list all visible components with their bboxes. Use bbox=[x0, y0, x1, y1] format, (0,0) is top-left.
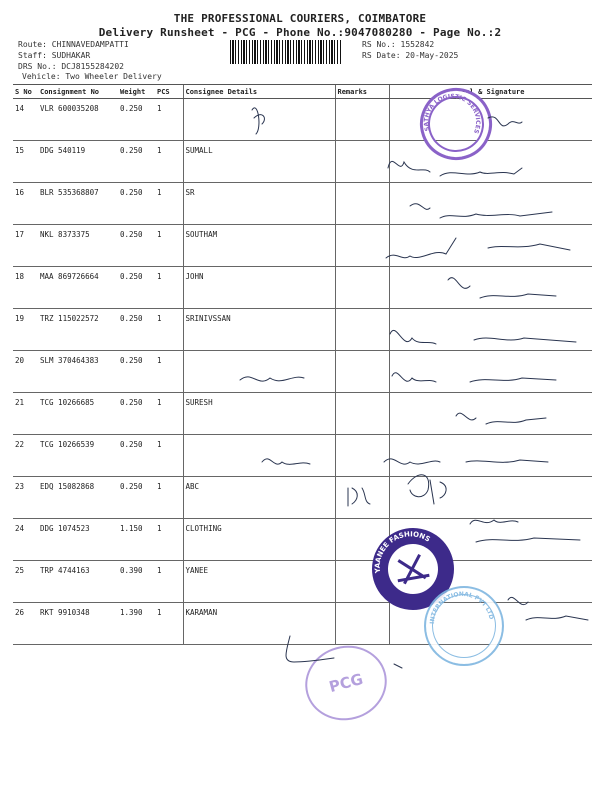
cell-pcs: 1 bbox=[155, 183, 183, 225]
cell-consignment: SLM 370464383 bbox=[38, 351, 118, 393]
cell-consignment: VLR 600035208 bbox=[38, 99, 118, 141]
vehicle-label: Vehicle: Two Wheeler Delivery bbox=[22, 72, 162, 81]
svg-text:INTERNATIONAL PVT LTD: INTERNATIONAL PVT LTD bbox=[428, 590, 495, 625]
pcg-stamp: PCG bbox=[297, 637, 395, 730]
cell-weight: 1.150 bbox=[118, 519, 155, 561]
cell-sno: 17 bbox=[13, 225, 38, 267]
cell-weight: 0.250 bbox=[118, 435, 155, 477]
col-consignment: Consignment No bbox=[38, 85, 118, 99]
cell-pcs: 1 bbox=[155, 351, 183, 393]
col-remarks: Remarks bbox=[335, 85, 389, 99]
cell-consignment: TRZ 115022572 bbox=[38, 309, 118, 351]
cell-pcs: 1 bbox=[155, 477, 183, 519]
col-sno: S No bbox=[13, 85, 38, 99]
cell-sno: 15 bbox=[13, 141, 38, 183]
cell-consignee: SURESH bbox=[183, 393, 335, 435]
cell-consignee: SR bbox=[183, 183, 335, 225]
cell-consignee: SUMALL bbox=[183, 141, 335, 183]
cell-consignee: CLOTHING bbox=[183, 519, 335, 561]
cell-pcs: 1 bbox=[155, 225, 183, 267]
cell-weight: 0.250 bbox=[118, 225, 155, 267]
cell-pcs: 1 bbox=[155, 435, 183, 477]
cell-weight: 0.250 bbox=[118, 141, 155, 183]
cell-pcs: 1 bbox=[155, 561, 183, 603]
col-consignee: Consignee Details bbox=[183, 85, 335, 99]
cell-weight: 0.250 bbox=[118, 99, 155, 141]
cell-pcs: 1 bbox=[155, 99, 183, 141]
cell-sno: 24 bbox=[13, 519, 38, 561]
rs-number: RS No.: 1552842 bbox=[362, 40, 435, 49]
drs-number: DRS No.: DCJ8155284202 bbox=[18, 62, 124, 71]
staff-label: Staff: SUDHAKAR bbox=[18, 51, 91, 60]
company-title: THE PROFESSIONAL COURIERS, COIMBATORE bbox=[173, 12, 427, 25]
cell-pcs: 1 bbox=[155, 141, 183, 183]
cell-sno: 23 bbox=[13, 477, 38, 519]
cell-sno: 18 bbox=[13, 267, 38, 309]
cell-sno: 14 bbox=[13, 99, 38, 141]
cell-consignee: SRINIVSSAN bbox=[183, 309, 335, 351]
cell-sno: 22 bbox=[13, 435, 38, 477]
cell-consignee: JOHN bbox=[183, 267, 335, 309]
cell-sno: 21 bbox=[13, 393, 38, 435]
cell-consignment: EDQ 15082868 bbox=[38, 477, 118, 519]
cell-weight: 0.250 bbox=[118, 393, 155, 435]
cell-weight: 0.390 bbox=[118, 561, 155, 603]
cell-sno: 20 bbox=[13, 351, 38, 393]
cell-consignment: MAA 869726664 bbox=[38, 267, 118, 309]
cell-consignee: SOUTHAM bbox=[183, 225, 335, 267]
cell-pcs: 1 bbox=[155, 519, 183, 561]
runsheet-subtitle: Delivery Runsheet - PCG - Phone No.:9047080280 - Page No.:2 bbox=[98, 26, 502, 39]
cell-consignee: KARAMAN bbox=[183, 603, 335, 645]
cell-weight: 0.250 bbox=[118, 183, 155, 225]
svg-text:YAANEE FASHIONS: YAANEE FASHIONS bbox=[373, 530, 432, 574]
col-seal: Seal & Signature bbox=[389, 85, 592, 99]
cell-sno: 26 bbox=[13, 603, 38, 645]
cell-weight: 0.250 bbox=[118, 477, 155, 519]
cell-consignment: TCG 10266685 bbox=[38, 393, 118, 435]
cell-weight: 1.390 bbox=[118, 603, 155, 645]
cell-consignment: DDG 1074523 bbox=[38, 519, 118, 561]
col-weight: Weight bbox=[118, 85, 155, 99]
cell-pcs: 1 bbox=[155, 393, 183, 435]
cell-pcs: 1 bbox=[155, 267, 183, 309]
rs-date: RS Date: 20-May-2025 bbox=[362, 51, 459, 60]
cell-weight: 0.250 bbox=[118, 267, 155, 309]
cell-consignee: ABC bbox=[183, 477, 335, 519]
cell-pcs: 1 bbox=[155, 309, 183, 351]
route-label: Route: CHINNAVEDAMPATTI bbox=[18, 40, 129, 49]
cell-weight: 0.250 bbox=[118, 351, 155, 393]
cell-consignment: BLR 535368807 bbox=[38, 183, 118, 225]
col-pcs: PCS bbox=[155, 85, 183, 99]
svg-text:SATHYA LOGISTIC SERVICES: SATHYA LOGISTIC SERVICES bbox=[423, 93, 482, 135]
cell-sno: 16 bbox=[13, 183, 38, 225]
cell-weight: 0.250 bbox=[118, 309, 155, 351]
cell-consignment: TCG 10266539 bbox=[38, 435, 118, 477]
cell-sno: 25 bbox=[13, 561, 38, 603]
cell-consignee: YANEE bbox=[183, 561, 335, 603]
cell-consignment: DDG 540119 bbox=[38, 141, 118, 183]
cell-sno: 19 bbox=[13, 309, 38, 351]
cell-consignment: NKL 8373375 bbox=[38, 225, 118, 267]
cell-consignment: TRP 4744163 bbox=[38, 561, 118, 603]
cell-pcs: 1 bbox=[155, 603, 183, 645]
cell-consignment: RKT 9910348 bbox=[38, 603, 118, 645]
